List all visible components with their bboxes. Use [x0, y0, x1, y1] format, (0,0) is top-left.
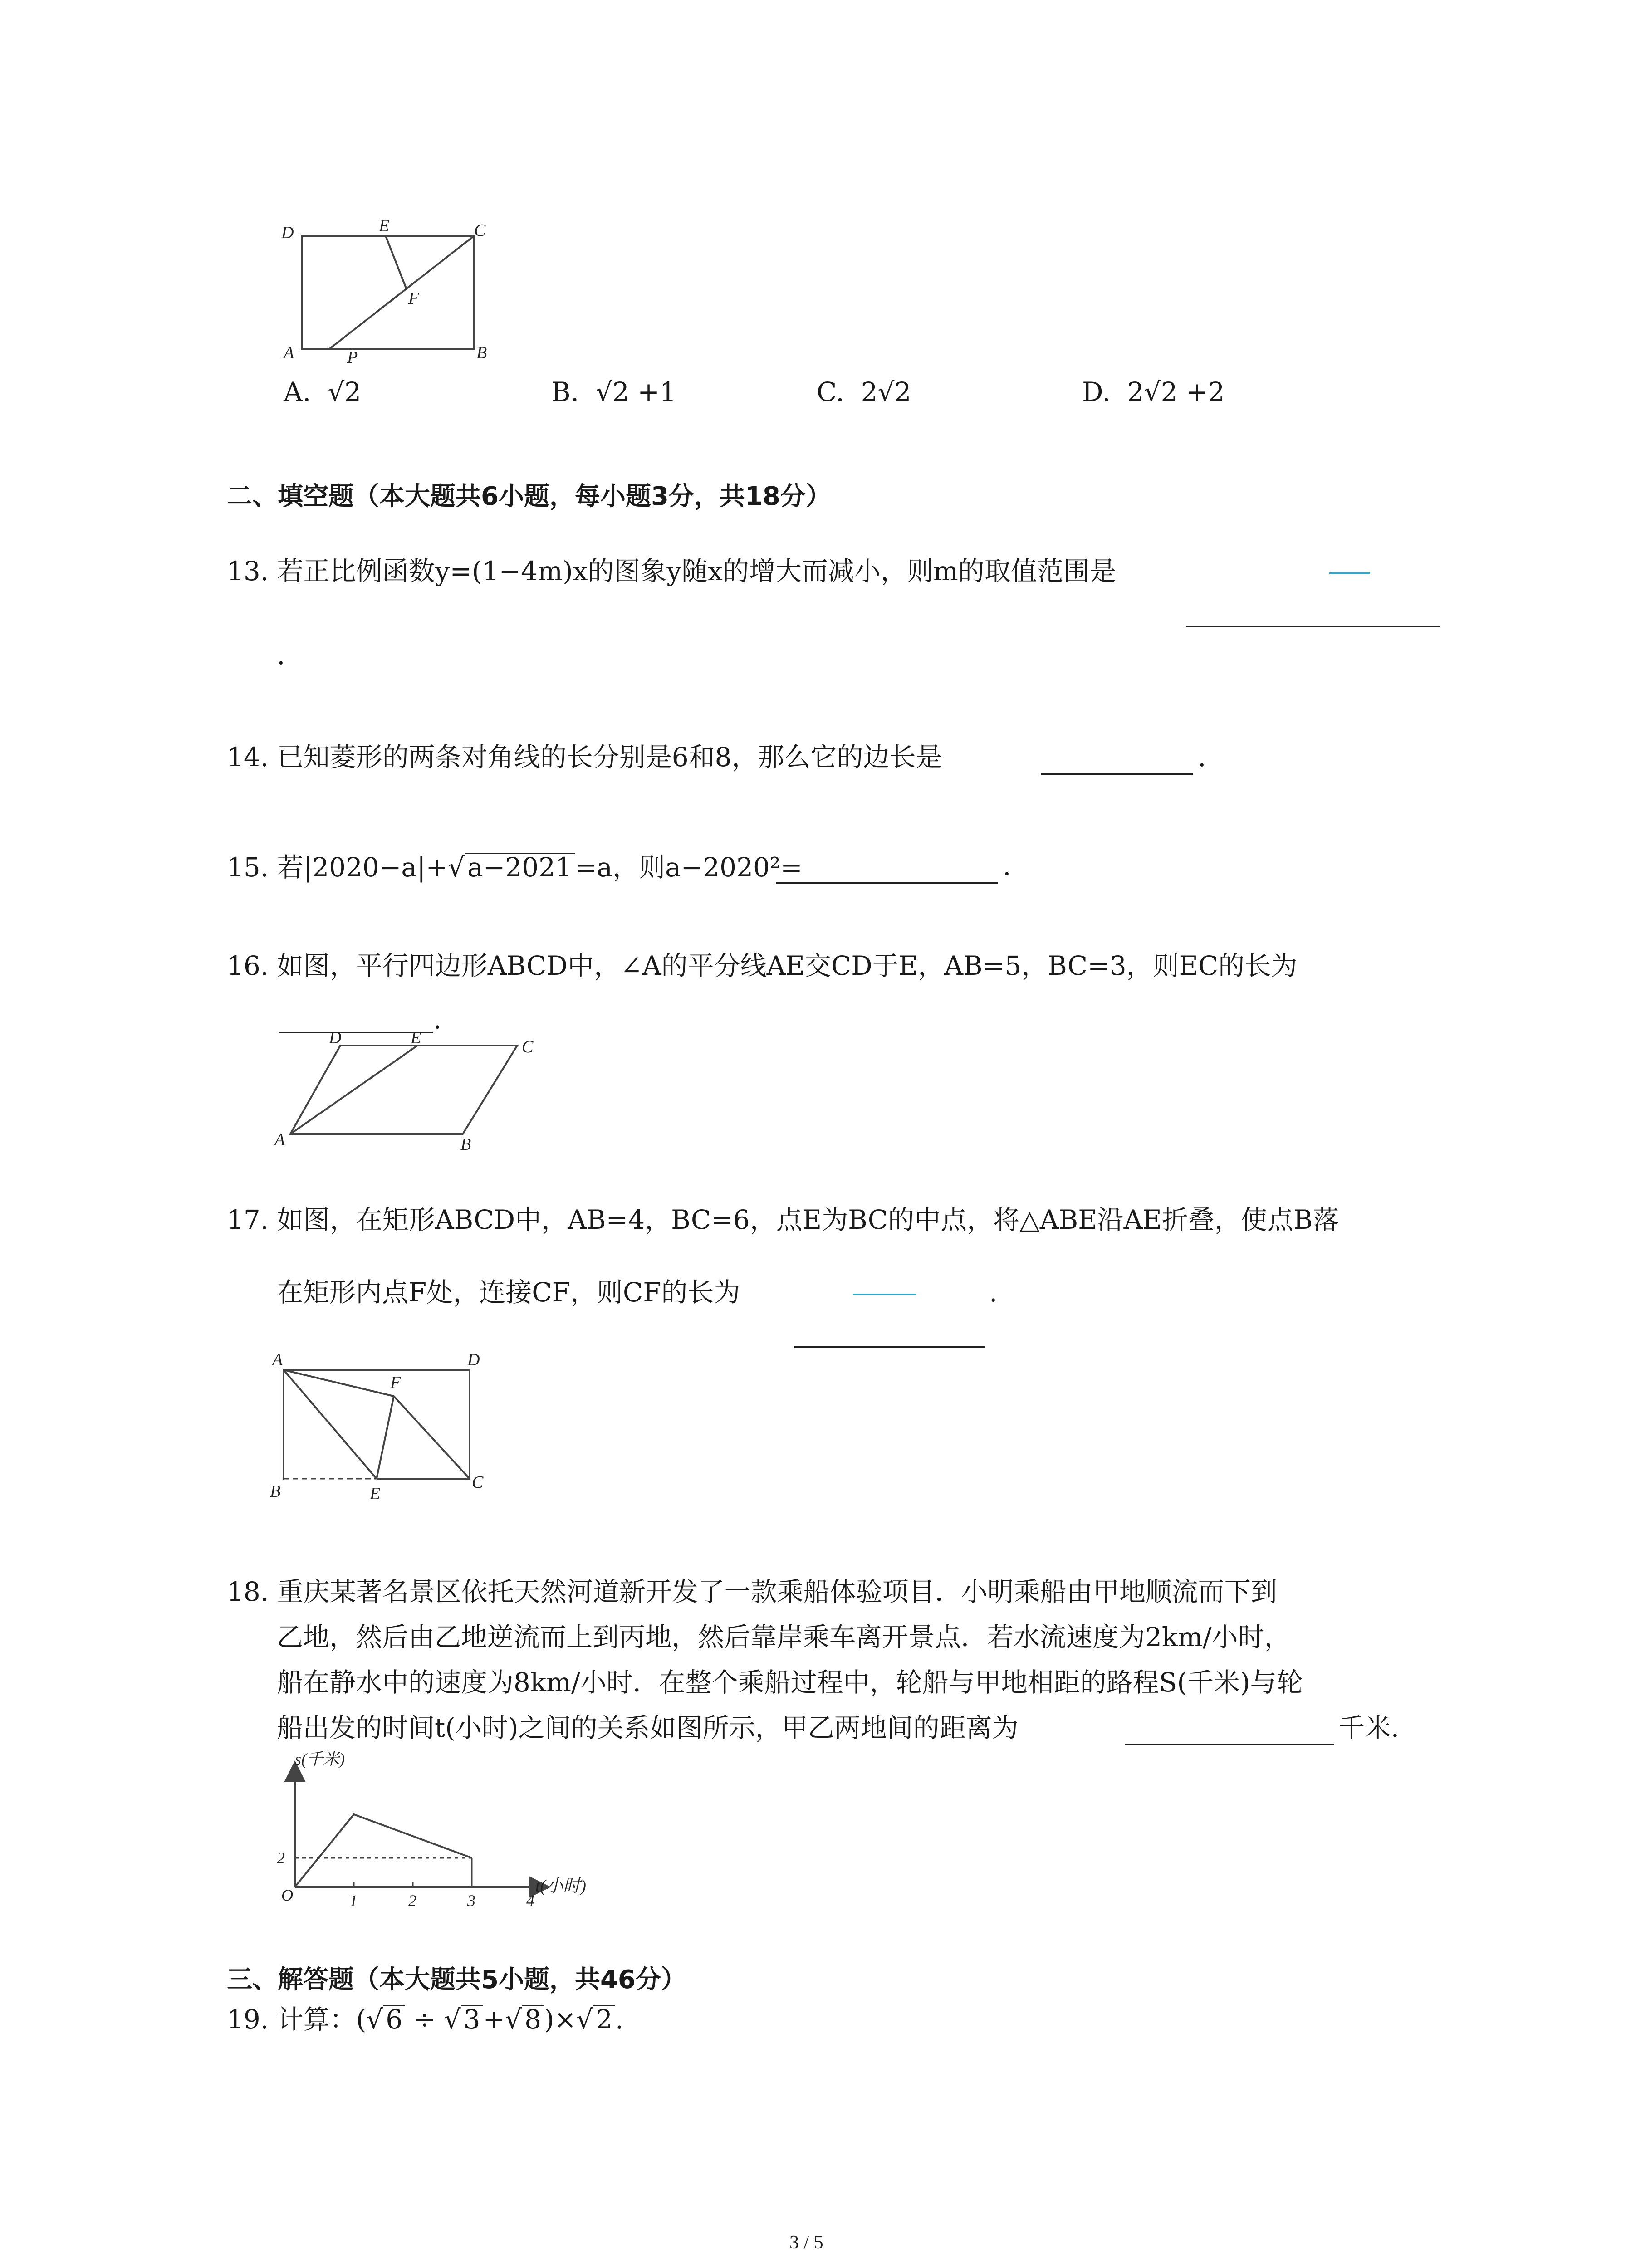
question-text: 计算：( [277, 2004, 367, 2035]
y-tick-label: 2 [277, 1849, 285, 1867]
q12-figure [272, 213, 508, 367]
label-D: D [281, 223, 294, 242]
series-line [295, 1814, 472, 1887]
q14-answer-blank[interactable] [1041, 773, 1193, 775]
label-P: P [347, 348, 358, 367]
x-tick-label: 3 [467, 1892, 475, 1910]
label-C: C [474, 221, 486, 240]
page-number: 3 / 5 [789, 2232, 823, 2253]
q18-question-line1 [227, 1576, 1277, 1607]
label-A: A [284, 343, 294, 362]
q12-option-d [1082, 376, 1225, 407]
question-number: 14. [227, 742, 269, 772]
label-E: E [370, 1484, 381, 1503]
label-E: E [411, 1030, 421, 1047]
y-axis-label: s(千米) [295, 1750, 345, 1768]
q15-question [227, 852, 803, 883]
radicand: a−2021 [465, 853, 575, 880]
question-number: 18. [227, 1576, 269, 1607]
q13-tail: . [277, 640, 285, 670]
question-text: . [615, 2004, 624, 2035]
operator: ÷ [413, 2004, 436, 2035]
q12-option-c [817, 376, 911, 407]
operator: + [483, 2004, 505, 2035]
q17-answer-mark [853, 1294, 916, 1295]
question-number: 19. [227, 2004, 269, 2035]
option-label: C. [817, 376, 844, 407]
question-text: =a，则a−2020²= [574, 852, 803, 883]
q18-question-line4 [277, 1712, 1019, 1743]
option-value: √2 +1 [595, 376, 676, 407]
sqrt-sign: √ [444, 2004, 461, 2035]
q14-question [227, 744, 942, 770]
question-text: 船出发的时间t(小时)之间的关系如图所示，甲乙两地间的距离为 [277, 1712, 1019, 1743]
q12-option-b [551, 376, 676, 407]
q13-answer-blank[interactable] [1186, 626, 1440, 627]
q18-answer-blank[interactable] [1125, 1744, 1334, 1745]
section2-title: 二、填空题（本大题共6小题，每小题3分，共18分） [227, 482, 831, 511]
q18-tail: 千米． [1338, 1712, 1418, 1743]
q17-tail: . [989, 1277, 998, 1308]
q13-answer-mark [1329, 572, 1370, 574]
label-A: A [272, 1350, 283, 1369]
label-D: D [329, 1030, 342, 1047]
sqrt-sign: √ [448, 852, 465, 883]
label-C: C [472, 1473, 484, 1492]
question-number: 13. [227, 556, 269, 587]
q19-question [227, 2005, 624, 2033]
radicand: 3 [461, 2005, 483, 2033]
q17-answer-blank[interactable] [794, 1346, 985, 1348]
question-text: 已知菱形的两条对角线的长分别是6和8，那么它的边长是 [277, 742, 942, 772]
label-F: F [390, 1373, 401, 1392]
q16-figure [272, 1030, 544, 1157]
q17-question-line1 [227, 1204, 1339, 1235]
option-label: B. [551, 376, 579, 407]
radicand: 2 [593, 2005, 615, 2033]
question-text: 若正比例函数y=(1−4m)x的图象y随x的增大而减小，则m的取值范围是 [277, 556, 1116, 587]
question-text: 若|2020−a|+ [277, 852, 448, 883]
question-text: )× [544, 2004, 577, 2035]
radicand: 6 [383, 2005, 405, 2033]
label-B: B [460, 1135, 471, 1154]
q18-question-line3: 船在静水中的速度为8km/小时．在整个乘船过程中，轮船与甲地相距的路程S(千米)与轮 [277, 1667, 1303, 1698]
q17-figure [268, 1343, 504, 1510]
option-value: √2 [328, 376, 362, 407]
question-number: 16. [227, 950, 269, 981]
option-label: A. [284, 376, 311, 407]
q15-answer-blank[interactable] [776, 882, 998, 884]
label-E: E [379, 216, 390, 235]
label-F: F [408, 289, 419, 308]
q18-graph [268, 1746, 622, 1910]
x-axis-label: t(小时) [535, 1877, 586, 1896]
label-A: A [274, 1130, 285, 1149]
option-label: D. [1082, 376, 1111, 407]
label-D: D [467, 1350, 480, 1369]
x-tick-label: 1 [349, 1892, 358, 1910]
sqrt-sign: √ [505, 2004, 522, 2035]
label-B: B [270, 1482, 281, 1501]
q16-question [227, 950, 1298, 981]
option-value: 2√2 +2 [1127, 376, 1225, 407]
label-C: C [522, 1037, 534, 1056]
sqrt-sign: √ [366, 2004, 383, 2035]
x-tick-label: 2 [408, 1892, 416, 1910]
label-B: B [476, 343, 487, 362]
q12-option-a [284, 376, 362, 407]
q18-question-line2: 乙地，然后由乙地逆流而上到丙地，然后靠岸乘车离开景点．若水流速度为2km/小时， [277, 1622, 1291, 1652]
q13-question [227, 556, 1116, 587]
question-text: 如图，平行四边形ABCD中，∠A的平分线AE交CD于E，AB=5，BC=3，则EC的长为 [277, 950, 1298, 981]
question-number: 15. [227, 852, 269, 883]
section3-title: 三、解答题（本大题共5小题，共46分） [227, 1965, 686, 1994]
question-text: 重庆某著名景区依托天然河道新开发了一款乘船体验项目．小明乘船由甲地顺流而下到 [277, 1576, 1277, 1607]
q16-tail: . [433, 1004, 442, 1035]
question-text: 如图，在矩形ABCD中，AB=4，BC=6，点E为BC的中点，将△ABE沿AE折叠，使点B落 [277, 1204, 1339, 1235]
radicand: 8 [522, 2005, 544, 2033]
x-tick-label: 4 [526, 1892, 534, 1910]
q17-question-line2: 在矩形内点F处，连接CF，则CF的长为 [277, 1277, 740, 1308]
option-value: 2√2 [861, 376, 911, 407]
origin-label: O [281, 1886, 293, 1904]
q15-tail: . [1003, 850, 1011, 881]
sqrt-sign: √ [576, 2004, 593, 2035]
q14-tail: . [1198, 742, 1206, 772]
question-number: 17. [227, 1204, 269, 1235]
